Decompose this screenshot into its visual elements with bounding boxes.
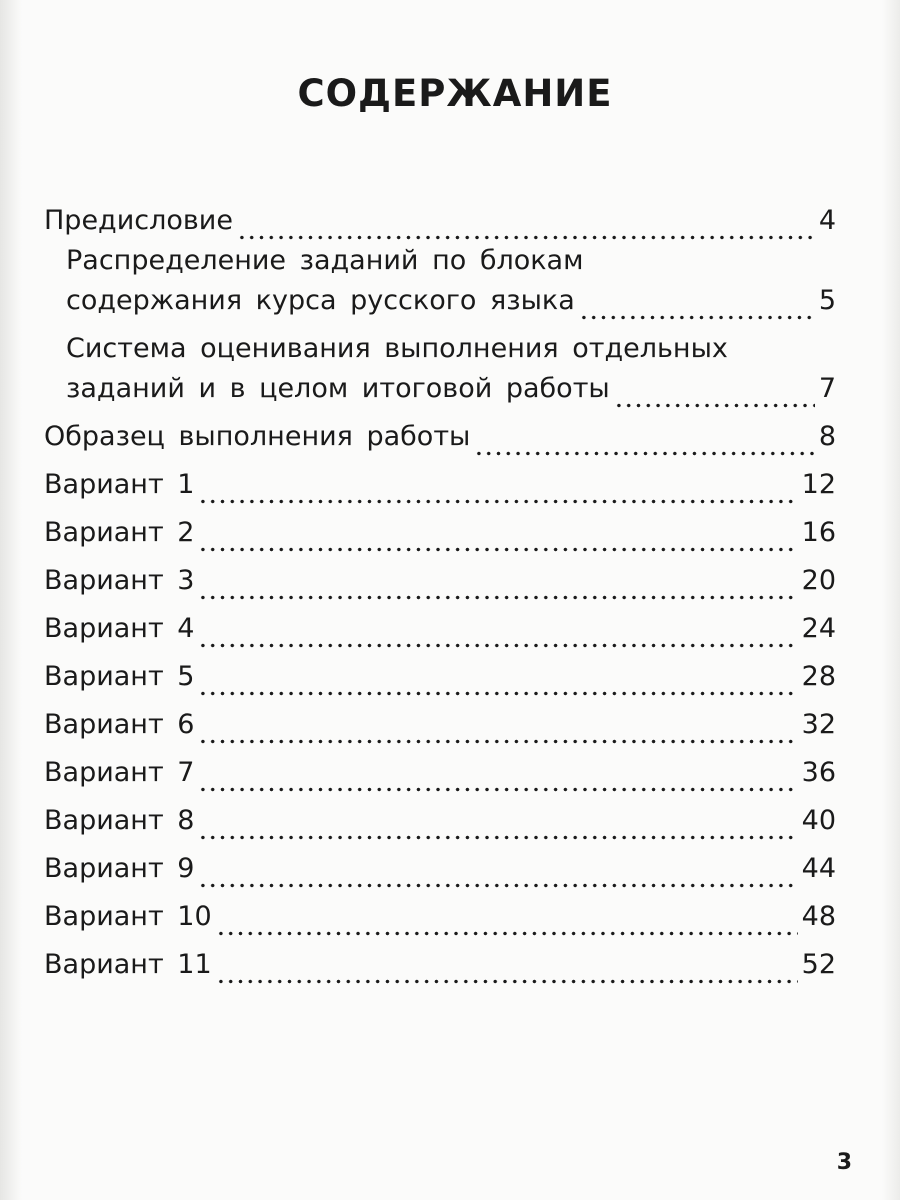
- toc-entry-variant-10[interactable]: [44, 889, 836, 937]
- toc-entry-page: 16: [801, 517, 836, 548]
- toc-entry-sample[interactable]: [44, 417, 836, 457]
- toc-entry-label: Вариант 10: [44, 901, 212, 932]
- toc-entry-label: Вариант 1: [44, 469, 195, 500]
- toc-entry-variant-5[interactable]: [44, 649, 836, 697]
- toc-entry-label: Вариант 4: [44, 613, 195, 644]
- toc-entry-page: 5: [818, 285, 836, 316]
- toc-entry-page: 8: [818, 421, 836, 452]
- toc-entry-label: Образец выполнения работы: [44, 421, 471, 452]
- toc-entry-variant-1[interactable]: [44, 457, 836, 505]
- toc-entry-page: 12: [801, 469, 836, 500]
- dot-leader: [216, 959, 798, 985]
- variant-list: [44, 457, 836, 985]
- toc-entry-variant-9[interactable]: [44, 841, 836, 889]
- dot-leader: [579, 295, 815, 321]
- dot-leader: [198, 527, 797, 553]
- table-of-contents: [44, 193, 836, 985]
- toc-entry-label: Вариант 6: [44, 709, 195, 740]
- toc-entry-page: 20: [801, 565, 836, 596]
- toc-entry-variant-7[interactable]: [44, 745, 836, 793]
- toc-entry-page: 32: [801, 709, 836, 740]
- toc-entry-variant-4[interactable]: [44, 601, 836, 649]
- toc-entry-preface[interactable]: [44, 193, 836, 241]
- toc-entry-label: Вариант 8: [44, 805, 195, 836]
- toc-entry-label: Вариант 2: [44, 517, 195, 548]
- toc-entry-page: 7: [818, 373, 836, 404]
- toc-entry-page: 48: [801, 901, 836, 932]
- toc-entry-label: Вариант 11: [44, 949, 212, 980]
- page-title: СОДЕРЖАНИЕ: [297, 72, 613, 115]
- toc-entry-page: 28: [801, 661, 836, 692]
- toc-entry-label: Вариант 3: [44, 565, 195, 596]
- dot-leader: [198, 575, 797, 601]
- page-shadow-right: [882, 0, 900, 1200]
- toc-entry-label: Распределение заданий по блокам: [66, 245, 584, 276]
- toc-entry-label: Предисловие: [44, 205, 233, 236]
- dot-leader: [198, 767, 797, 793]
- toc-entry-distribution[interactable]: [44, 241, 836, 321]
- dot-leader: [198, 719, 797, 745]
- dot-leader: [198, 815, 797, 841]
- toc-entry-page: 52: [801, 949, 836, 980]
- toc-entry-variant-2[interactable]: [44, 505, 836, 553]
- toc-entry-page: 24: [801, 613, 836, 644]
- toc-entry-label: Вариант 7: [44, 757, 195, 788]
- toc-entry-grading[interactable]: [44, 329, 836, 409]
- dot-leader: [198, 479, 797, 505]
- dot-leader: [474, 431, 814, 457]
- dot-leader: [198, 671, 797, 697]
- dot-leader: [237, 215, 815, 241]
- toc-entry-label-cont: заданий и в целом итоговой работы: [66, 373, 610, 404]
- dot-leader: [198, 623, 797, 649]
- dot-leader: [216, 911, 798, 937]
- toc-entry-label: Вариант 5: [44, 661, 195, 692]
- toc-entry-page: 36: [801, 757, 836, 788]
- toc-entry-page: 4: [818, 205, 836, 236]
- toc-entry-variant-6[interactable]: [44, 697, 836, 745]
- dot-leader: [614, 383, 815, 409]
- toc-entry-variant-11[interactable]: [44, 937, 836, 985]
- toc-entry-page: 44: [801, 853, 836, 884]
- toc-entry-variant-3[interactable]: [44, 553, 836, 601]
- page-shadow-left: [0, 0, 22, 1200]
- page-number: 3: [836, 1150, 852, 1175]
- toc-entry-variant-8[interactable]: [44, 793, 836, 841]
- dot-leader: [198, 863, 797, 889]
- toc-entry-label: Система оценивания выполнения отдельных: [66, 333, 728, 364]
- toc-entry-page: 40: [801, 805, 836, 836]
- toc-entry-label: Вариант 9: [44, 853, 195, 884]
- toc-entry-label-cont: содержания курса русского языка: [66, 285, 575, 316]
